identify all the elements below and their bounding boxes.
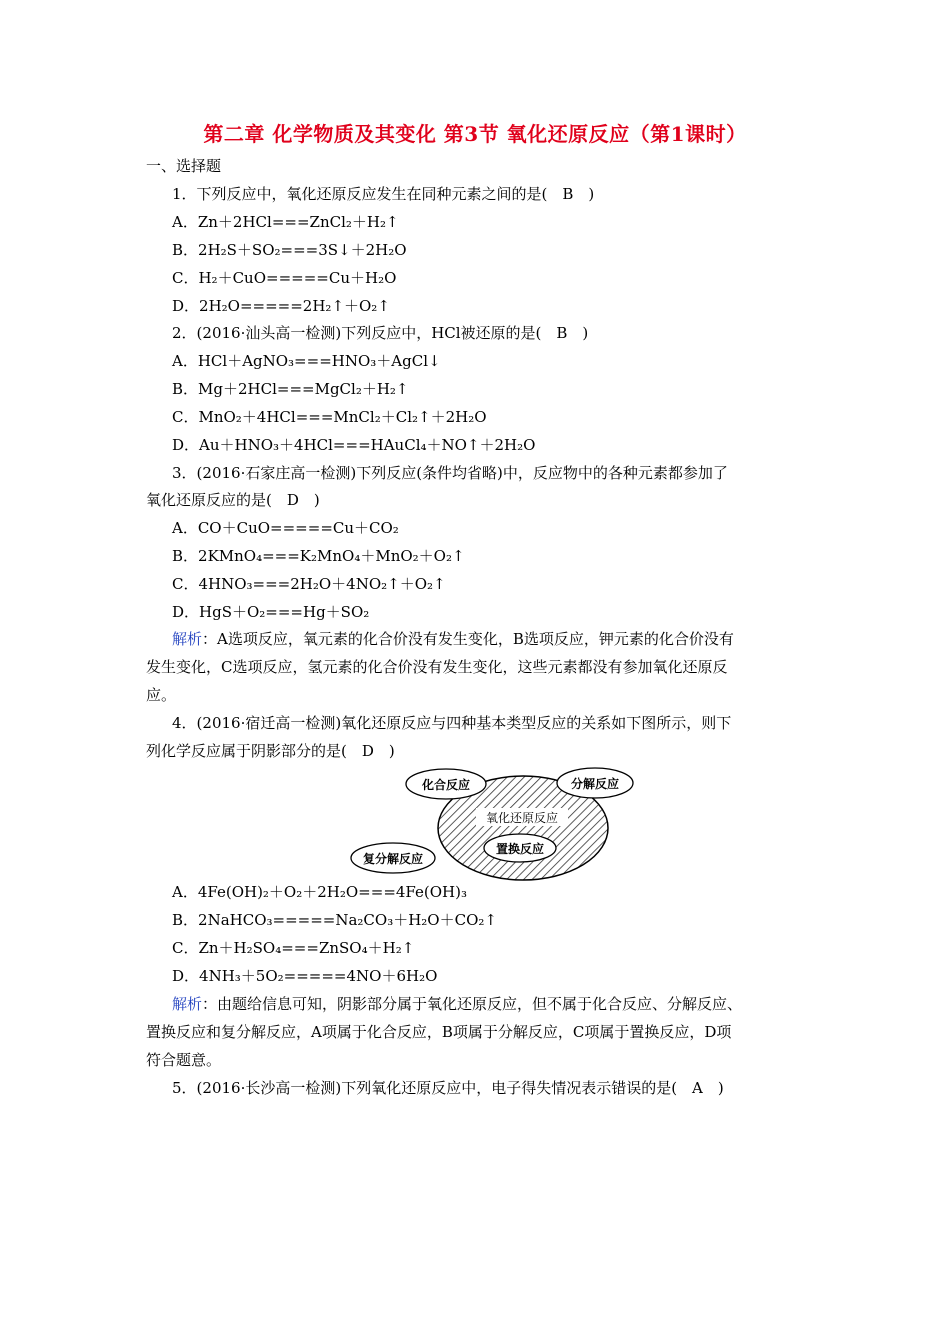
reaction-relationship-diagram (350, 764, 640, 884)
q2-option-c: C．MnO₂＋4HCl===MnCl₂＋Cl₂↑＋2H₂O (172, 408, 487, 426)
combination-label: 化合反应 (421, 778, 471, 792)
q4-stem-line2: 列化学反应属于阴影部分的是( D ) (146, 742, 395, 760)
q1-option-a: A．Zn＋2HCl===ZnCl₂＋H₂↑ (172, 213, 399, 231)
q1-option-c: C．H₂＋CuO=====Cu＋H₂O (172, 269, 397, 287)
q3-stem-line1: 3．(2016·石家庄高一检测)下列反应(条件均省略)中，反应物中的各种元素都参加了 (172, 464, 728, 482)
q4-analysis-line1 (172, 994, 742, 1014)
q3-option-d: D．HgS＋O₂===Hg＋SO₂ (172, 603, 370, 621)
q4-option-d: D．4NH₃＋5O₂=====4NO＋6H₂O (172, 967, 438, 985)
q4-analysis-line2: 置换反应和复分解反应，A项属于化合反应，B项属于分解反应，C项属于置换反应，D项 (146, 1023, 732, 1041)
analysis-label: 解析 (172, 995, 203, 1013)
q1-stem: 1．下列反应中，氧化还原反应发生在同种元素之间的是( B ) (172, 185, 595, 203)
analysis-text: ：A选项反应，氧元素的化合价没有发生变化，B选项反应，钾元素的化合价没有 (202, 630, 734, 648)
q4-stem-line1: 4．(2016·宿迁高一检测)氧化还原反应与四种基本类型反应的关系如下图所示，则下 (172, 714, 732, 732)
q3-analysis-line2: 发生变化，C选项反应，氢元素的化合价没有发生变化，这些元素都没有参加氧化还原反 (146, 658, 728, 676)
redox-label: 氧化还原反应 (485, 811, 559, 825)
q1-option-b: B．2H₂S＋SO₂===3S↓＋2H₂O (172, 241, 407, 259)
q3-analysis-line1 (172, 629, 734, 649)
q4-option-a: A．4Fe(OH)₂＋O₂＋2H₂O===4Fe(OH)₃ (172, 883, 467, 901)
q1-option-d: D．2H₂O=====2H₂↑＋O₂↑ (172, 297, 390, 315)
analysis-label: 解析 (172, 630, 203, 648)
displacement-label: 置换反应 (495, 842, 545, 856)
q3-option-c: C．4HNO₃===2H₂O＋4NO₂↑＋O₂↑ (172, 575, 446, 593)
q5-stem: 5．(2016·长沙高一检测)下列氧化还原反应中，电子得失情况表示错误的是( A ) (172, 1079, 724, 1097)
q4-option-b: B．2NaHCO₃=====Na₂CO₃＋H₂O＋CO₂↑ (172, 911, 497, 929)
q3-stem-line2: 氧化还原反应的是( D ) (146, 491, 320, 509)
section-heading: 一、选择题 (146, 157, 222, 175)
decomposition-label: 分解反应 (570, 777, 620, 791)
q4-option-c: C．Zn＋H₂SO₄===ZnSO₄＋H₂↑ (172, 939, 415, 957)
q2-stem: 2．(2016·汕头高一检测)下列反应中，HCl被还原的是( B ) (172, 324, 589, 342)
q2-option-b: B．Mg＋2HCl===MgCl₂＋H₂↑ (172, 380, 409, 398)
q4-analysis-line3: 符合题意。 (146, 1051, 222, 1069)
q2-option-d: D．Au＋HNO₃＋4HCl===HAuCl₄＋NO↑＋2H₂O (172, 436, 536, 454)
q3-analysis-line3: 应。 (146, 686, 177, 704)
page-title: 第二章 化学物质及其变化 第3节 氧化还原反应（第1课时） (203, 122, 747, 146)
analysis-text: ：由题给信息可知，阴影部分属于氧化还原反应，但不属于化合反应、分解反应、 (202, 995, 743, 1013)
q2-option-a: A．HCl＋AgNO₃===HNO₃＋AgCl↓ (172, 352, 441, 370)
double-decomposition-label: 复分解反应 (362, 852, 424, 866)
q3-option-a: A．CO＋CuO=====Cu＋CO₂ (172, 519, 399, 537)
q3-option-b: B．2KMnO₄===K₂MnO₄＋MnO₂＋O₂↑ (172, 547, 465, 565)
